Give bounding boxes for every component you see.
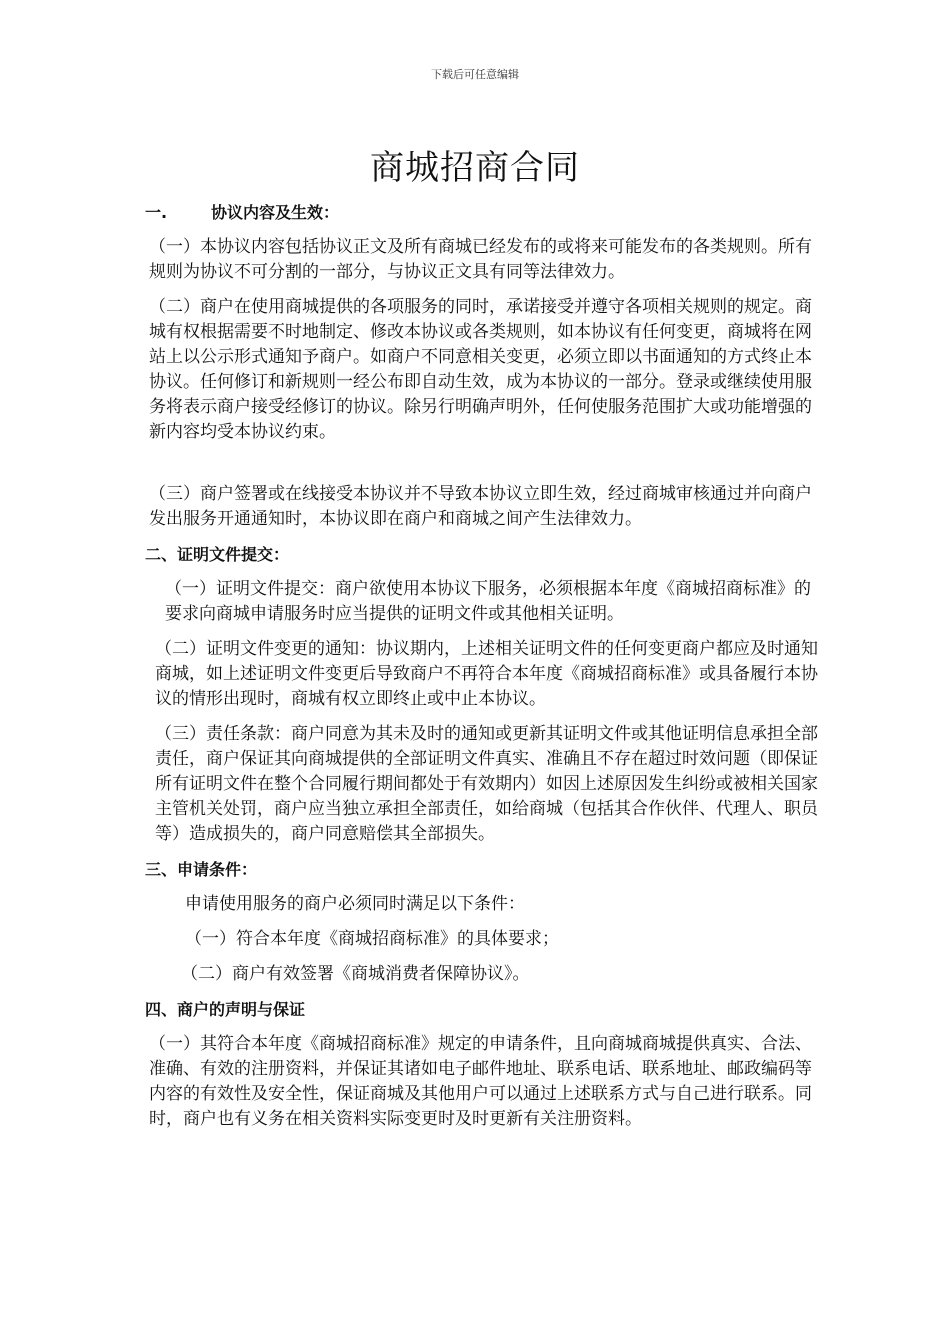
section-4-clause-1: （一）其符合本年度《商城招商标准》规定的申请条件，且向商城商城提供真实、合法、准确、有效的注册资料，并保证其诸如电子邮件地址、联系电话、联系地址、邮政编码等内容的有效性及安全性，保证商城及其他用户可以通过上述联系方式与自己进行联系。同时，商户也有义务在相关资料实际变更时及时更新有关注册资料。 (149, 1034, 812, 1129)
document-body (145, 200, 825, 1142)
section-2-clause-2: （二）证明文件变更的通知：协议期内，上述相关证明文件的任何变更商户都应及时通知商城，如上述证明文件变更后导致商户不再符合本年度《商城招商标准》或具备履行本协议的情形出现时，商城有权立即终止或中止本协议。 (155, 639, 818, 709)
section-3-clause-1: （一）符合本年度《商城招商标准》的具体要求； (185, 929, 559, 949)
section-2-heading: 二、证明文件提交： (145, 545, 290, 564)
section-1-clause-2: （二）商户在使用商城提供的各项服务的同时，承诺接受并遵守各项相关规则的规定。商城有权根据需要不时地制定、修改本协议或各类规则，如本协议有任何变更，商城将在网站上以公示形式通知予商户。如商户不同意相关变更，必须立即以书面通知的方式终止本协议。任何修订和新规则一经公布即自动生效，成为本协议的一部分。登录或继续使用服务将表示商户接受经修订的协议。除另行明确声明外，任何使服务范围扩大或功能增强的新内容均受本协议约束。 (149, 297, 812, 442)
section-1-clause-3: （三）商户签署或在线接受本协议并不导致本协议立即生效，经过商城审核通过并向商户发出服务开通通知时，本协议即在商户和商城之间产生法律效力。 (149, 484, 812, 529)
section-3-heading: 三、申请条件： (145, 860, 258, 879)
section-1-number: 一. (145, 203, 168, 222)
section-2-clause-3: （三）责任条款：商户同意为其未及时的通知或更新其证明文件或其他证明信息承担全部责任，商户保证其向商城提供的全部证明文件真实、准确且不存在超过时效问题（即保证所有证明文件在整个合同履行期间都处于有效期内）如因上述原因发生纠纷或被相关国家主管机关处罚，商户应当独立承担全部责任，如给商城（包括其合作伙伴、代理人、职员等）造成损失的，商户同意赔偿其全部损失。 (155, 724, 818, 844)
section-2-clause-1: （一）证明文件提交：商户欲使用本协议下服务，必须根据本年度《商城招商标准》的要求向商城申请服务时应当提供的证明文件或其他相关证明。 (165, 579, 811, 624)
section-1-title: 协议内容及生效： (211, 203, 340, 222)
spacer (145, 455, 825, 482)
section-4-heading: 四、商户的声明与保证 (145, 1000, 306, 1019)
section-1-clause-1: （一）本协议内容包括协议正文及所有商城已经发布的或将来可能发布的各类规则。所有规则为协议不可分割的一部分，与协议正文具有同等法律效力。 (149, 237, 812, 282)
section-3-intro: 申请使用服务的商户必须同时满足以下条件： (185, 894, 525, 914)
section-3-clause-2: （二）商户有效签署《商城消费者保障协议》。 (181, 964, 530, 984)
section-1-heading (145, 200, 825, 225)
document-title: 商城招商合同 (370, 148, 580, 188)
page-header: 下载后可任意编辑 (431, 68, 519, 81)
